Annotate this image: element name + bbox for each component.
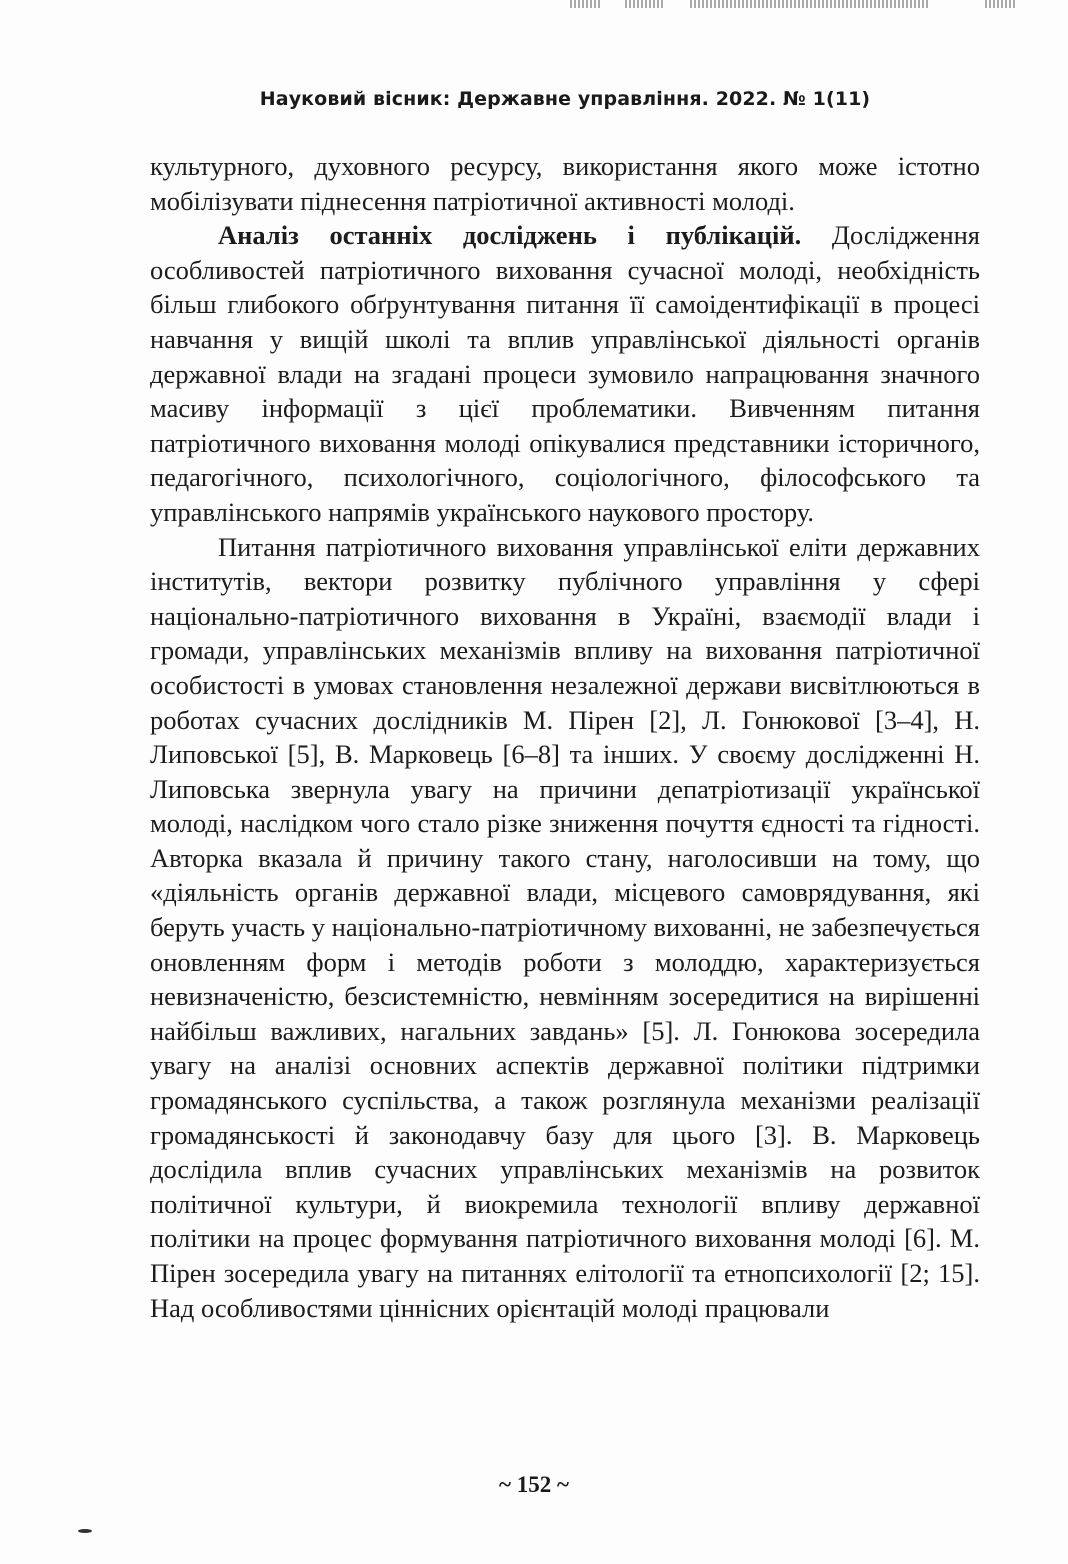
page-number: ~ 152 ~ [499, 1472, 569, 1497]
paragraph-analysis [150, 218, 980, 529]
journal-header: Науковий вісник: Державне управління. 2022. № 1(11) [259, 88, 871, 110]
scan-artifact-top [985, 0, 1015, 8]
scan-speck [78, 1529, 92, 1533]
paragraph-continuation [150, 149, 980, 218]
section-lead: Аналіз останніх досліджень і публікацій. [218, 220, 802, 251]
scan-artifact-top [625, 0, 665, 8]
paragraph-text: Питання патріотичного виховання управлінської еліти державних інститутів, вектори розвитку публічного управління у сфері національно-патріотичного виховання в Україні, взаємодії влади і громади, управлінських механізмів впливу на виховання патріотичної особистості в умовах становлення незалежної держави висвітлюються в роботах сучасних дослідників М. Пірен [2], Л. Гонюкової [3–4], Н. Липовської [5], В. Марковець [6–8] та інших. У своєму дослідженні Н. Липовська звернула увагу на причини депатріотизації української молоді, наслідком чого стало різке зниження почуття єдності та гідності. Авторка вказала й причину такого стану, наголосивши на тому, що «діяльність органів державної влади, місцевого самоврядування, які беруть участь у національно-патріотичному вихованні, не забезпечується оновленням форм і методів роботи з молоддю, характеризується невизначеністю, безсистемністю, невмінням зосередитися на вирішенні найбільш важливих, нагальних завдань» [5]. Л. Гонюкова зосередила увагу на аналізі основних аспектів державної політики підтримки громадянського суспільства, а також розглянула механізми реалізації громадянськості й законодавчу базу для цього [3]. В. Марковець дослідила вплив сучасних управлінських механізмів на розвиток політичної культури, й виокремила технології впливу державної політики на процес формування патріотичного виховання молоді [6]. М. Пірен зосередила увагу на питаннях елітології та етнопсихології [2; 15]. Над особливостями ціннісних орієнтацій молоді працювали [150, 531, 980, 1323]
paragraph-text: Дослідження особливостей патріотичного виховання сучасної молоді, необхідність більш глибокого обґрунтування питання її самоідентифікації в процесі навчання у вищій школі та вплив управлінської діяльності органів державної влади на згадані процеси зумовило напрацювання значного масиву інформації з цієї проблематики. Вивченням питання патріотичного виховання молоді опікувалися представники історичного, педагогічного, психологічного, соціологічного, філософського та управлінського напрямів українського наукового простору. [150, 220, 980, 527]
body-text [150, 149, 980, 1325]
scan-artifact-top [690, 0, 930, 8]
paragraph-research-review [150, 530, 980, 1326]
paragraph-text: культурного, духовного ресурсу, використання якого може істотно мобілізувати піднесення патріотичної активності молоді. [150, 151, 980, 216]
scan-artifact-top [570, 0, 600, 8]
